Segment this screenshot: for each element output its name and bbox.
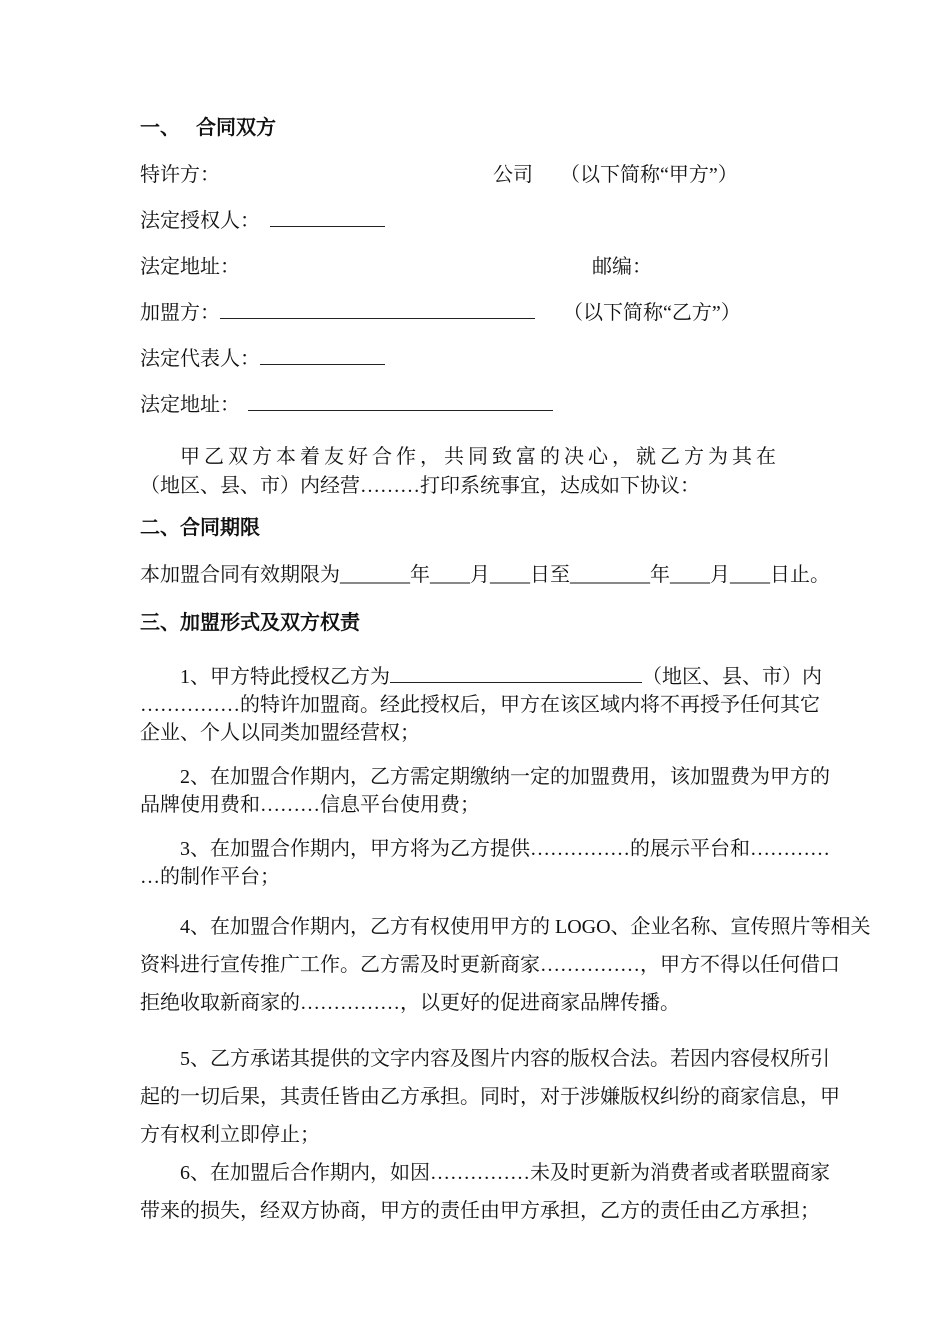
clause-4-line-3: 拒绝收取新商家的……………，以更好的促进商家品牌传播。 [140,992,680,1014]
clause-6-line-2: 带来的损失，经双方协商，甲方的责任由甲方承担，乙方的责任由乙方承担； [140,1200,820,1222]
clause-1-blank-underline [390,680,642,683]
field-legal-address-1 [140,257,810,277]
legal-representative-label: 法定代表人： [140,348,260,370]
section-heading-franchise-rights: 三、加盟形式及双方权责 [140,612,360,634]
document-content [140,0,871,1230]
franchisee-label: 加盟方： [140,302,220,324]
legal-representative-blank-underline [260,362,385,365]
franchisee-blank-underline [220,316,535,319]
clause-1-line-1-pre: 1、甲方特此授权乙方为 [180,666,390,688]
clause-1-line-1-post: （地区、县、市）内 [642,666,822,688]
clause-2-line-2: 品牌使用费和………信息平台使用费； [140,794,480,816]
clause-5-line-1: 5、乙方承诺其提供的文字内容及图片内容的版权合法。若因内容侵权所引 [180,1048,830,1070]
clause-2 [140,763,830,819]
clause-4-line-1: 4、在加盟合作期内，乙方有权使用甲方的 LOGO、企业名称、宣传照片等相关 [180,916,871,938]
franchisee-alias-note: （以下简称“乙方”） [563,302,741,324]
field-legal-representative [140,349,810,369]
clause-1-line-3: 企业、个人以同类加盟经营权； [140,722,420,744]
clause-1-line-2: ……………的特许加盟商。经此授权后，甲方在该区域内将不再授予任何其它 [140,694,820,716]
field-authorized-person [140,211,810,231]
clause-1 [140,663,822,747]
clause-3-line-1: 3、在加盟合作期内，甲方将为乙方提供……………的展示平台和………… [180,838,830,860]
clause-5-line-2: 起的一切后果，其责任皆由乙方承担。同时，对于涉嫌版权纠纷的商家信息，甲 [140,1086,840,1108]
legal-address-2-label: 法定地址： [140,394,240,416]
franchisor-label: 特许方： [140,164,220,186]
field-franchisor [140,165,810,185]
clause-5 [140,1040,840,1154]
contract-term-line: 本加盟合同有效期限为_______年____月____日至________年____月____日止。 [140,564,830,586]
clause-5-line-3: 方有权利立即停止； [140,1124,320,1146]
preamble-line-2: （地区、县、市）内经营………打印系统事宜，达成如下协议： [140,475,700,497]
section-number: 一、 [140,117,180,139]
preamble-line-1: 甲乙双方本着友好合作，共同致富的决心，就乙方为其在 [180,446,780,468]
section-title: 合同双方 [196,117,276,139]
franchisor-alias-note: （以下简称“甲方”） [560,164,738,186]
legal-address-2-blank-underline [248,408,553,411]
authorized-person-blank-underline [270,224,385,227]
preamble-paragraph [140,443,810,501]
clause-4 [140,908,871,1022]
section-heading-term: 二、合同期限 [140,517,260,539]
clause-3 [140,835,830,891]
franchisor-company-suffix: 公司 [493,164,533,186]
clause-2-line-1: 2、在加盟合作期内，乙方需定期缴纳一定的加盟费用，该加盟费为甲方的 [180,766,830,788]
clause-3-line-2: …的制作平台； [140,866,280,888]
postcode-label: 邮编： [592,256,652,278]
clause-1-line-1 [140,663,822,691]
authorized-person-label: 法定授权人： [140,210,260,232]
clause-4-line-2: 资料进行宣传推广工作。乙方需及时更新商家……………，甲方不得以任何借口 [140,954,840,976]
legal-address-1-label: 法定地址： [140,256,240,278]
field-franchisee [140,303,810,323]
clause-6 [140,1154,830,1230]
section-heading-parties [140,118,810,139]
clause-6-line-1: 6、在加盟后合作期内，如因……………未及时更新为消费者或者联盟商家 [180,1162,830,1184]
field-legal-address-2 [140,395,810,415]
